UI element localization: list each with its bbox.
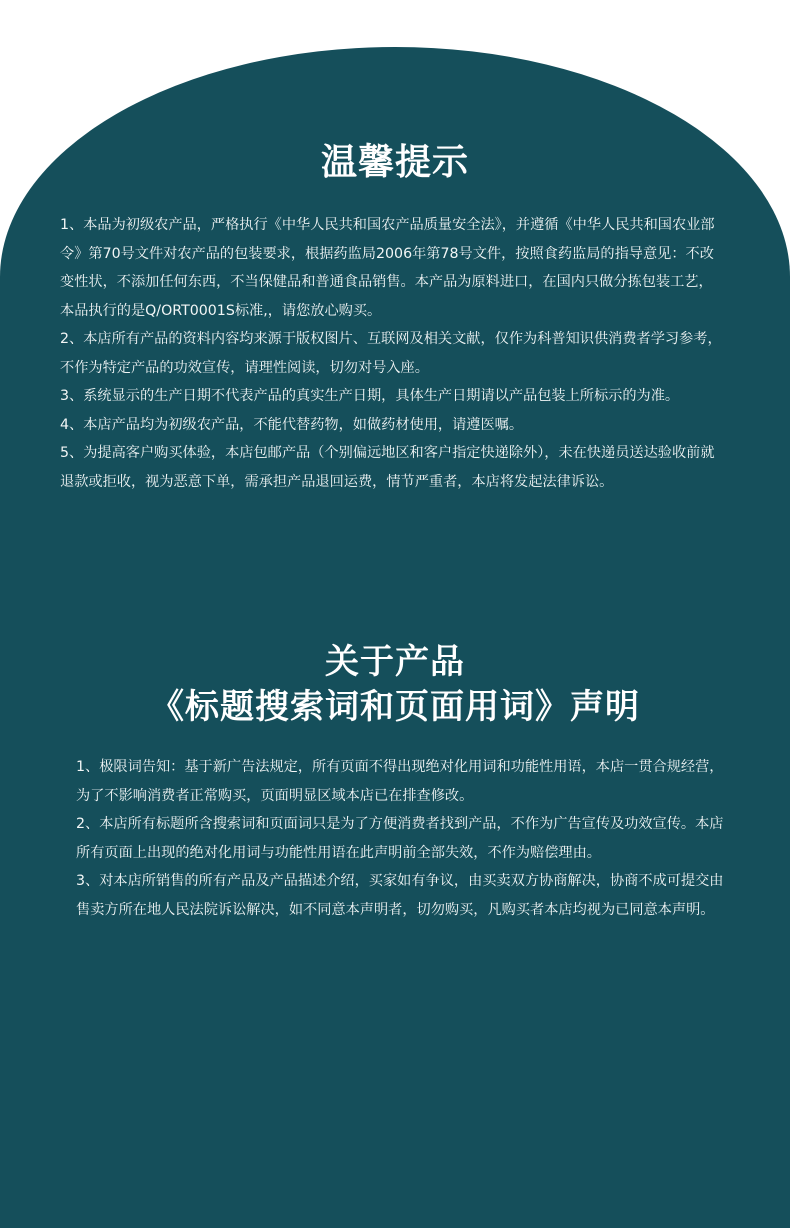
notice-item: 4、本店产品均为初级农产品，不能代替药物，如做药材使用，请遵医嘱。 bbox=[60, 416, 524, 433]
statement-item: 1、极限词告知：基于新广告法规定，所有页面不得出现绝对化用词和功能性用语，本店一贯合规经营，为了不影响消费者正常购买，页面明显区域本店已在排查修改。 bbox=[76, 759, 724, 804]
notice-list bbox=[60, 211, 724, 496]
statement-title-line1: 关于产品 bbox=[325, 642, 465, 682]
notice-item: 3、系统显示的生产日期不代表产品的真实生产日期，具体生产日期请以产品包装上所标示的为准。 bbox=[60, 388, 680, 404]
statement-title-line2: 《标题搜索词和页面用词》声明 bbox=[150, 687, 640, 727]
notice-item: 5、为提高客户购买体验，本店包邮产品（个别偏远地区和客户指定快递除外），未在快递员送达验收前就退款或拒收，视为恶意下单，需承担产品退回运费，情节严重者，本店将发起法律诉讼。 bbox=[60, 445, 715, 490]
notice-item: 1、本品为初级农产品，严格执行《中华人民共和国农产品质量安全法》，并遵循《中华人民共和国农业部令》第70号文件对农产品的包装要求，根据药监局2006年第78号文件，按照食药监局的指导意见：不改变性状，不添加任何东西，不当保健品和普通食品销售。本产品为原料进口，在国内只做分拣包装工艺，本品执行的是Q/ORT0001S标准,，请您放心购买。 bbox=[60, 217, 715, 319]
notice-title: 温馨提示 bbox=[320, 141, 469, 183]
notice-item: 2、本店所有产品的资料内容均来源于版权图片、互联网及相关文献，仅作为科普知识供消费者学习参考，不作为特定产品的功效宣传，请理性阅读，切勿对号入座。 bbox=[60, 331, 722, 376]
statement-item: 3、对本店所销售的所有产品及产品描述介绍，买家如有争议，由买卖双方协商解决，协商不成可提交由售卖方所在地人民法院诉讼解决，如不同意本声明者，切勿购买，凡购买者本店均视为已同意本声明。 bbox=[76, 873, 724, 918]
statement-list bbox=[76, 753, 732, 924]
statement-item: 2、本店所有标题所含搜索词和页面词只是为了方便消费者找到产品，不作为广告宣传及功效宣传。本店所有页面上出现的绝对化用词与功能性用语在此声明前全部失效，不作为赔偿理由。 bbox=[76, 816, 724, 861]
